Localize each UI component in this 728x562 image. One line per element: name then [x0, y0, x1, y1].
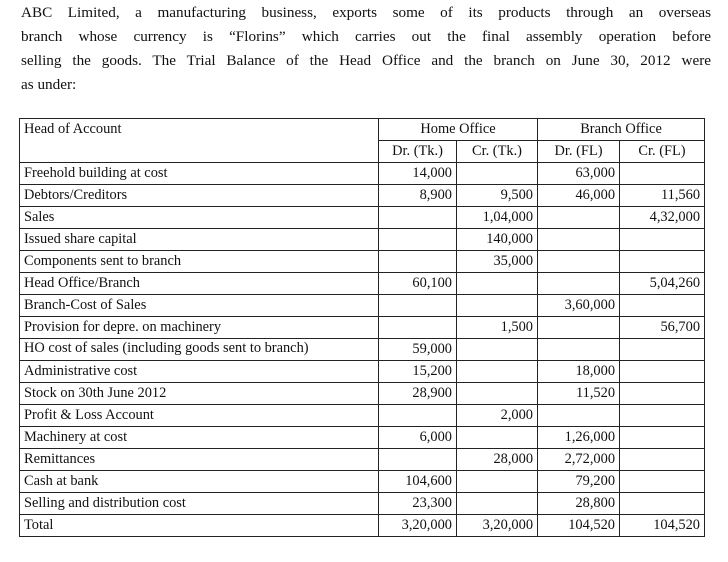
br-dr-cell: 2,72,000	[538, 449, 620, 471]
account-cell: Profit & Loss Account	[20, 405, 379, 427]
br-cr-cell	[620, 229, 705, 251]
br-dr-cell: 28,800	[538, 493, 620, 515]
intro-line: branch whose currency is “Florins” which carries out the final assembly operation before	[21, 28, 711, 45]
header-br-cr: Cr. (FL)	[620, 141, 705, 163]
total-row	[20, 515, 705, 537]
ho-dr-cell: 8,900	[379, 185, 457, 207]
account-cell: Administrative cost	[20, 361, 379, 383]
trial-balance-table	[19, 118, 705, 537]
ho-dr-cell	[379, 295, 457, 317]
ho-dr-cell	[379, 229, 457, 251]
account-cell: Head Office/Branch	[20, 273, 379, 295]
header-ho-cr: Cr. (Tk.)	[457, 141, 538, 163]
br-cr-cell	[620, 449, 705, 471]
br-dr-cell	[538, 405, 620, 427]
table-row	[20, 383, 705, 405]
br-cr-cell: 56,700	[620, 317, 705, 339]
ho-dr-cell: 60,100	[379, 273, 457, 295]
br-cr-cell	[620, 471, 705, 493]
ho-cr-cell: 9,500	[457, 185, 538, 207]
br-dr-cell: 79,200	[538, 471, 620, 493]
br-dr-cell	[538, 207, 620, 229]
account-cell: Remittances	[20, 449, 379, 471]
br-cr-cell	[620, 163, 705, 185]
br-dr-cell: 104,520	[538, 515, 620, 537]
account-cell: Debtors/Creditors	[20, 185, 379, 207]
br-dr-cell: 11,520	[538, 383, 620, 405]
br-cr-cell	[620, 339, 705, 361]
ho-dr-cell: 59,000	[379, 339, 457, 361]
ho-cr-cell: 35,000	[457, 251, 538, 273]
ho-dr-cell: 14,000	[379, 163, 457, 185]
ho-cr-cell: 2,000	[457, 405, 538, 427]
table-row	[20, 185, 705, 207]
br-cr-cell	[620, 361, 705, 383]
account-cell: Branch-Cost of Sales	[20, 295, 379, 317]
table-row	[20, 449, 705, 471]
table-row	[20, 339, 705, 361]
ho-cr-cell	[457, 427, 538, 449]
ho-dr-cell: 23,300	[379, 493, 457, 515]
header-account-blank	[20, 141, 379, 163]
table-header-row-2	[20, 141, 705, 163]
intro-paragraph	[21, 1, 711, 97]
account-cell: Total	[20, 515, 379, 537]
br-cr-cell	[620, 427, 705, 449]
account-cell: Components sent to branch	[20, 251, 379, 273]
br-dr-cell	[538, 251, 620, 273]
br-cr-cell	[620, 493, 705, 515]
ho-cr-cell	[457, 163, 538, 185]
header-br-dr: Dr. (FL)	[538, 141, 620, 163]
table-row	[20, 163, 705, 185]
ho-cr-cell	[457, 339, 538, 361]
br-dr-cell: 46,000	[538, 185, 620, 207]
intro-line: as under:	[21, 76, 77, 93]
intro-line: ABC Limited, a manufacturing business, exports some of its products through an overseas	[21, 4, 711, 21]
account-cell: Selling and distribution cost	[20, 493, 379, 515]
ho-cr-cell: 140,000	[457, 229, 538, 251]
table-row	[20, 273, 705, 295]
ho-cr-cell	[457, 383, 538, 405]
br-dr-cell: 3,60,000	[538, 295, 620, 317]
ho-dr-cell: 15,200	[379, 361, 457, 383]
table-row	[20, 317, 705, 339]
br-dr-cell	[538, 273, 620, 295]
br-dr-cell: 1,26,000	[538, 427, 620, 449]
table-row	[20, 361, 705, 383]
header-branch-office: Branch Office	[538, 119, 705, 141]
table-row	[20, 471, 705, 493]
account-cell: Issued share capital	[20, 229, 379, 251]
ho-dr-cell	[379, 317, 457, 339]
header-ho-dr: Dr. (Tk.)	[379, 141, 457, 163]
br-cr-cell	[620, 383, 705, 405]
br-cr-cell: 5,04,260	[620, 273, 705, 295]
table-row	[20, 493, 705, 515]
ho-cr-cell	[457, 361, 538, 383]
table-row	[20, 295, 705, 317]
ho-dr-cell: 104,600	[379, 471, 457, 493]
ho-cr-cell	[457, 295, 538, 317]
br-cr-cell: 104,520	[620, 515, 705, 537]
header-account: Head of Account	[20, 119, 379, 141]
ho-cr-cell: 1,04,000	[457, 207, 538, 229]
ho-dr-cell	[379, 405, 457, 427]
br-dr-cell: 18,000	[538, 361, 620, 383]
table-row	[20, 405, 705, 427]
br-cr-cell	[620, 295, 705, 317]
br-dr-cell	[538, 339, 620, 361]
ho-cr-cell	[457, 471, 538, 493]
header-home-office: Home Office	[379, 119, 538, 141]
ho-cr-cell: 28,000	[457, 449, 538, 471]
account-cell: Machinery at cost	[20, 427, 379, 449]
ho-dr-cell: 28,900	[379, 383, 457, 405]
br-dr-cell	[538, 229, 620, 251]
br-dr-cell: 63,000	[538, 163, 620, 185]
account-cell: HO cost of sales (including goods sent to branch)	[20, 339, 379, 361]
intro-line: selling the goods. The Trial Balance of the Head Office and the branch on June 30, 2012 were	[21, 52, 711, 69]
ho-dr-cell	[379, 251, 457, 273]
ho-dr-cell	[379, 449, 457, 471]
ho-dr-cell: 6,000	[379, 427, 457, 449]
ho-dr-cell	[379, 207, 457, 229]
br-cr-cell: 4,32,000	[620, 207, 705, 229]
ho-cr-cell: 1,500	[457, 317, 538, 339]
table-row	[20, 229, 705, 251]
br-cr-cell: 11,560	[620, 185, 705, 207]
account-cell: Provision for depre. on machinery	[20, 317, 379, 339]
br-cr-cell	[620, 405, 705, 427]
ho-cr-cell: 3,20,000	[457, 515, 538, 537]
account-cell: Sales	[20, 207, 379, 229]
table-row	[20, 427, 705, 449]
br-dr-cell	[538, 317, 620, 339]
table-row	[20, 207, 705, 229]
ho-dr-cell: 3,20,000	[379, 515, 457, 537]
table-header-row-1	[20, 119, 705, 141]
ho-cr-cell	[457, 493, 538, 515]
br-cr-cell	[620, 251, 705, 273]
ho-cr-cell	[457, 273, 538, 295]
account-cell: Freehold building at cost	[20, 163, 379, 185]
account-cell: Cash at bank	[20, 471, 379, 493]
table-row	[20, 251, 705, 273]
account-cell: Stock on 30th June 2012	[20, 383, 379, 405]
